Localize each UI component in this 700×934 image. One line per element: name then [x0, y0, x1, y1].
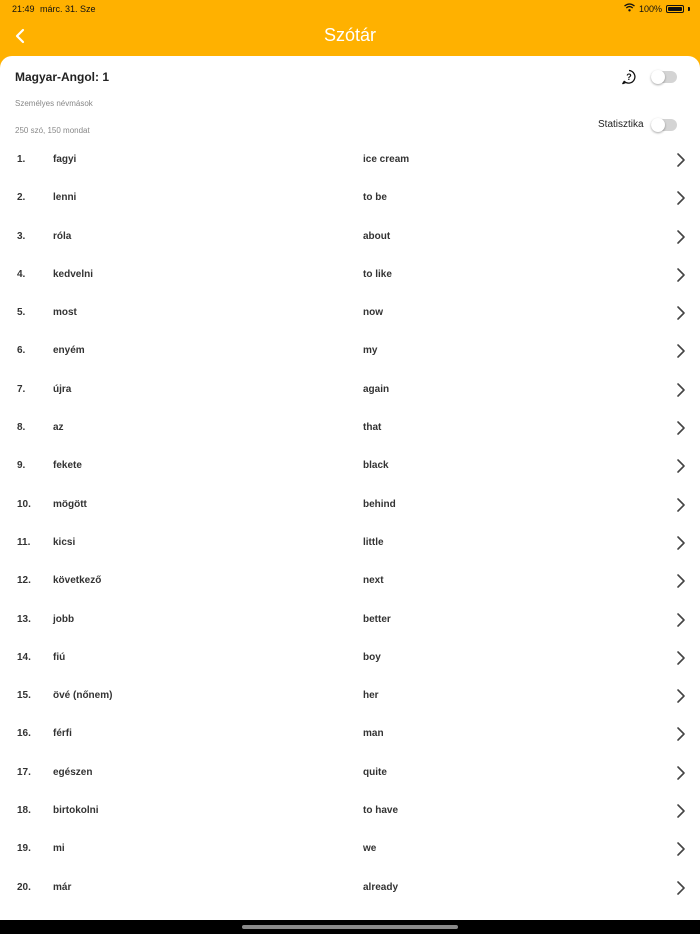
- chevron-right-icon: [674, 650, 686, 666]
- hungarian-word: jobb: [53, 613, 75, 625]
- chevron-right-icon: [674, 190, 686, 206]
- chevron-right-icon: [674, 382, 686, 398]
- battery-percent: 100%: [638, 3, 662, 14]
- word-row[interactable]: [0, 294, 700, 332]
- chevron-right-icon: [674, 803, 686, 819]
- word-row[interactable]: [0, 371, 700, 409]
- hungarian-word: egészen: [53, 766, 93, 778]
- status-time: 21:49: [12, 4, 35, 14]
- help-bubble-icon: [621, 69, 637, 85]
- chevron-right-icon: [674, 726, 686, 742]
- word-list: [0, 141, 700, 907]
- word-row[interactable]: [0, 486, 700, 524]
- hungarian-word: fekete: [53, 460, 82, 472]
- hungarian-word: róla: [53, 230, 72, 242]
- hungarian-word: mögött: [53, 498, 87, 510]
- word-row[interactable]: [0, 792, 700, 830]
- word-row[interactable]: [0, 409, 700, 447]
- chevron-right-icon: [674, 535, 686, 551]
- wifi-icon: [624, 3, 635, 14]
- battery-icon: [666, 5, 684, 13]
- word-row[interactable]: [0, 256, 700, 294]
- chevron-right-icon: [674, 267, 686, 283]
- word-number: 9.: [17, 460, 26, 472]
- hungarian-word: most: [53, 307, 77, 319]
- status-date: márc. 31. Sze: [40, 4, 96, 14]
- english-word: to like: [363, 268, 392, 280]
- page-title: Szótár: [323, 25, 377, 45]
- english-word: little: [363, 536, 384, 548]
- hungarian-word: kedvelni: [53, 268, 94, 280]
- dictionary-title: Magyar-Angol: 1: [15, 70, 110, 84]
- lesson-subtitle: Személyes névmások: [15, 99, 93, 108]
- word-number: 13.: [17, 613, 31, 625]
- chevron-right-icon: [674, 229, 686, 245]
- word-row[interactable]: [0, 218, 700, 256]
- english-word: already: [363, 881, 399, 893]
- hungarian-word: fiú: [53, 651, 66, 663]
- word-row[interactable]: [0, 639, 700, 677]
- chevron-right-icon: [674, 880, 686, 896]
- word-row[interactable]: [0, 869, 700, 907]
- word-number: 6.: [17, 345, 26, 357]
- english-word: ice cream: [363, 154, 410, 165]
- word-number: 11.: [17, 536, 31, 548]
- hungarian-word: enyém: [53, 345, 85, 357]
- english-word: my: [363, 345, 378, 357]
- english-word: to have: [363, 805, 399, 817]
- hungarian-word: övé (nőnem): [53, 690, 113, 702]
- chevron-right-icon: [674, 458, 686, 474]
- word-row[interactable]: [0, 179, 700, 217]
- word-row[interactable]: [0, 447, 700, 485]
- chevron-right-icon: [674, 420, 686, 436]
- help-button[interactable]: [621, 69, 637, 85]
- word-number: 4.: [17, 268, 26, 280]
- english-word: we: [363, 843, 377, 855]
- english-word: man: [363, 728, 384, 740]
- chevron-right-icon: [674, 612, 686, 628]
- word-row[interactable]: [0, 754, 700, 792]
- word-number: 5.: [17, 307, 26, 319]
- word-row[interactable]: [0, 332, 700, 370]
- statistics-label: Statisztika: [598, 119, 644, 130]
- battery-tip: [688, 7, 690, 11]
- home-bar-area: [0, 920, 700, 934]
- english-word: to be: [363, 192, 387, 204]
- status-bar: [0, 0, 700, 18]
- chevron-right-icon: [674, 343, 686, 359]
- word-number: 1.: [17, 154, 26, 165]
- english-word: now: [363, 307, 383, 319]
- svg-text:?: ?: [626, 72, 632, 83]
- chevron-right-icon: [674, 765, 686, 781]
- english-word: black: [363, 460, 389, 472]
- word-row[interactable]: [0, 141, 700, 179]
- chevron-right-icon: [674, 688, 686, 704]
- status-right: [624, 3, 690, 14]
- word-number: 17.: [17, 766, 31, 778]
- word-row[interactable]: [0, 524, 700, 562]
- chevron-right-icon: [674, 152, 686, 168]
- hungarian-word: következő: [53, 575, 102, 587]
- word-number: 8.: [17, 422, 26, 434]
- home-indicator[interactable]: [242, 925, 458, 929]
- english-word: better: [363, 613, 391, 625]
- hungarian-word: újra: [53, 383, 72, 395]
- chevron-right-icon: [674, 573, 686, 589]
- english-word: boy: [363, 651, 381, 663]
- english-word: quite: [363, 766, 387, 778]
- english-word: about: [363, 230, 391, 242]
- content-sheet: [0, 56, 700, 920]
- word-sentence-count: 250 szó, 150 mondat: [15, 126, 90, 135]
- word-number: 3.: [17, 230, 26, 242]
- statistics-toggle[interactable]: [651, 119, 677, 131]
- chevron-right-icon: [674, 841, 686, 857]
- dictionary-toggle[interactable]: [651, 71, 677, 83]
- word-number: 2.: [17, 192, 26, 204]
- english-word: behind: [363, 498, 396, 510]
- english-word: next: [363, 575, 384, 587]
- english-word: again: [363, 383, 390, 395]
- word-row[interactable]: [0, 715, 700, 753]
- hungarian-word: férfi: [53, 728, 72, 740]
- hungarian-word: kicsi: [53, 536, 76, 548]
- hungarian-word: mi: [53, 843, 65, 855]
- hungarian-word: az: [53, 422, 64, 434]
- english-word: that: [363, 422, 382, 434]
- chevron-right-icon: [674, 305, 686, 321]
- hungarian-word: lenni: [53, 192, 77, 204]
- word-row[interactable]: [0, 677, 700, 715]
- english-word: her: [363, 690, 379, 702]
- word-row[interactable]: [0, 601, 700, 639]
- word-number: 18.: [17, 805, 31, 817]
- word-row[interactable]: [0, 562, 700, 600]
- word-row[interactable]: [0, 830, 700, 868]
- word-number: 19.: [17, 843, 31, 855]
- word-number: 16.: [17, 728, 31, 740]
- nav-bar: [0, 18, 700, 56]
- hungarian-word: birtokolni: [53, 805, 99, 817]
- word-number: 10.: [17, 498, 31, 510]
- word-number: 7.: [17, 383, 26, 395]
- word-number: 12.: [17, 575, 31, 587]
- word-number: 15.: [17, 690, 31, 702]
- word-number: 14.: [17, 651, 31, 663]
- hungarian-word: fagyi: [53, 154, 77, 165]
- word-number: 20.: [17, 881, 31, 893]
- chevron-right-icon: [674, 497, 686, 513]
- hungarian-word: már: [53, 881, 72, 893]
